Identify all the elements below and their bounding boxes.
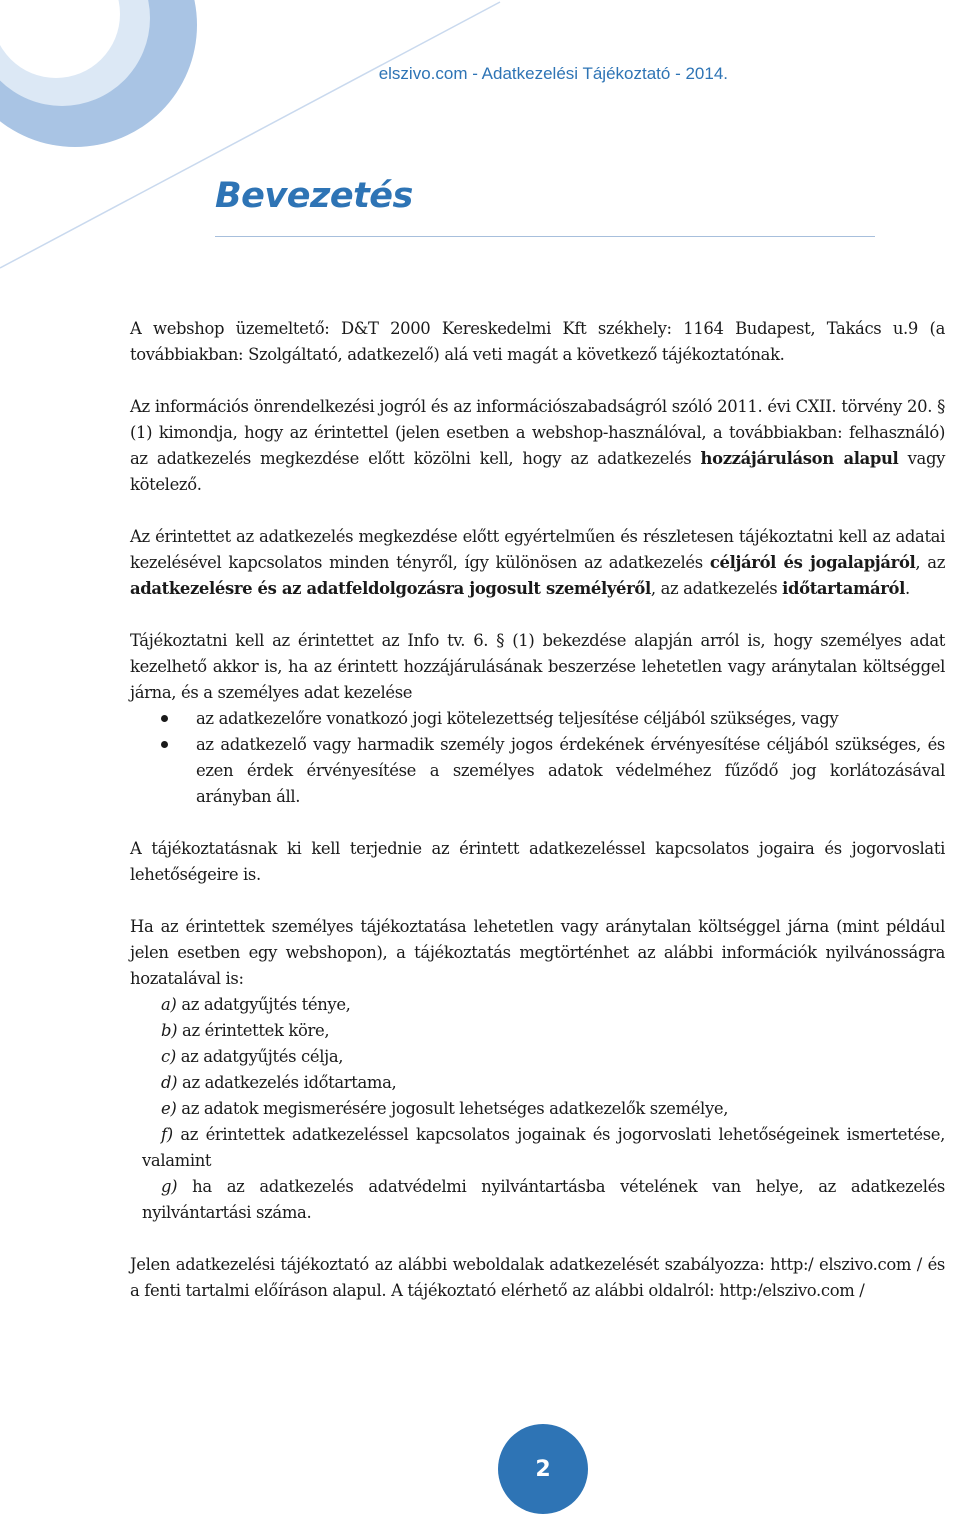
- rights-paragraph: A tájékoztatásnak ki kell terjednie az érintett adatkezeléssel kapcsolatos jogaira és jogorvoslati lehetőségeire is.: [130, 839, 945, 884]
- list-item: g) ha az adatkezelés adatvédelmi nyilvántartásba vételének van helye, az adatkezelés nyilvántartási száma.: [142, 1177, 945, 1222]
- list-item: a) az adatgyűjtés ténye,: [161, 995, 351, 1014]
- page-number: 2: [498, 1424, 588, 1514]
- scope-paragraph: Jelen adatkezelési tájékoztató az alábbi weboldalak adatkezelését szabályozza: http:/ elszivo.com / és a fenti tartalmi előíráson alapul. A tájékoztató elérhető az alábbi oldalról: http:/elszivo.com /: [130, 1255, 945, 1300]
- list-item: c) az adatgyűjtés célja,: [161, 1047, 344, 1066]
- running-header: elszivo.com - Adatkezelési Tájékoztató - 2014.: [378, 64, 728, 83]
- information-duty-paragraph: Az érintettet az adatkezelés megkezdése előtt egyértelműen és részletesen tájékoztatni kell az adatai kezelésével kapcsolatos minden tényről, így különösen az adatkezelés céljáról és jogalapjáról, az adatkezelésre és az adatfeldolgozásra jogosult személyéről, az adatkezelés időtartamáról.: [130, 527, 945, 598]
- list-item: d) az adatkezelés időtartama,: [161, 1073, 397, 1092]
- info-act-paragraph: Tájékoztatni kell az érintettet az Info tv. 6. § (1) bekezdése alapján arról is, hogy személyes adat kezelhető akkor is, ha az érintett hozzájárulásának beszerzése lehetetlen vagy aránytalan költséggel járna, és a személyes adat kezelése: [130, 631, 945, 702]
- publication-paragraph: Ha az érintettek személyes tájékoztatása lehetetlen vagy aránytalan költséggel járna (mint például jelen esetben egy webshopon), a tájékoztatás megtörténhet az alábbi információk nyilvánosságra hozatalával is:: [130, 917, 945, 988]
- list-item: e) az adatok megismerésére jogosult lehetséges adatkezelők személye,: [161, 1099, 729, 1118]
- list-item: b) az érintettek köre,: [161, 1021, 330, 1040]
- list-item: f) az érintettek adatkezeléssel kapcsolatos jogainak és jogorvoslati lehetőségeinek ismertetése, valamint: [142, 1125, 945, 1170]
- section-title: Bevezetés: [215, 176, 413, 216]
- list-item: az adatkezelő vagy harmadik személy jogos érdekének érvényesítése céljából szükséges, és ezen érdek érvényesítése a személyes adatok védelméhez fűződő jog korlátozásával arányban áll.: [196, 732, 945, 810]
- operator-paragraph: A webshop üzemeltető: D&T 2000 Kereskedelmi Kft székhely: 1164 Budapest, Takács u.9 (a továbbiakban: Szolgáltató, adatkezelő) alá veti magát a következő tájékoztatónak.: [130, 319, 945, 364]
- list-item: az adatkezelőre vonatkozó jogi kötelezettség teljesítése céljából szükséges, vagy: [196, 706, 945, 732]
- header-decoration: [0, 0, 960, 300]
- title-underline: [215, 236, 875, 237]
- legal-basis-list: [130, 706, 945, 810]
- law-paragraph: Az információs önrendelkezési jogról és az információszabadságról szóló 2011. évi CXII. törvény 20. § (1) kimondja, hogy az érintettel (jelen esetben a webshop-használóval, a továbbiakban: felhasználó) az adatkezelés megkezdése előtt közölni kell, hogy az adatkezelés hozzájáruláson alapul vagy kötelező.: [130, 397, 945, 494]
- document-body: [130, 316, 945, 1330]
- information-items-list: [130, 992, 945, 1226]
